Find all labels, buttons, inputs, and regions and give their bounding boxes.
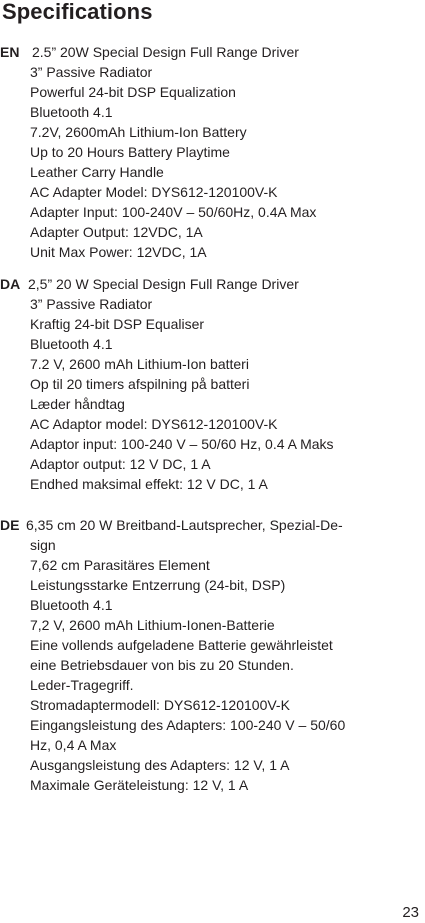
- spec-line: Adaptor output: 12 V DC, 1 A: [30, 456, 211, 472]
- spec-lines-da: [28, 274, 416, 294]
- spec-line: Adapter Output: 12VDC, 1A: [30, 224, 203, 240]
- spec-line: Bluetooth 4.1: [30, 104, 113, 120]
- spec-line: Bluetooth 4.1: [30, 597, 113, 613]
- spec-line: 3” Passive Radiator: [30, 64, 153, 80]
- spec-lines-da-rest: [30, 294, 418, 494]
- page-title: Specifications: [2, 0, 153, 24]
- spec-line: 7,62 cm Parasitäres Element: [30, 557, 210, 573]
- spec-line: Kraftig 24-bit DSP Equaliser: [30, 316, 205, 332]
- spec-line: 6,35 cm 20 W Breitband-Lautsprecher, Spezial-De-: [26, 517, 343, 533]
- spec-line: Adapter Input: 100-240V – 50/60Hz, 0.4A Max: [30, 204, 317, 220]
- spec-line: Up to 20 Hours Battery Playtime: [30, 144, 230, 160]
- spec-lines-de-rest: [30, 535, 418, 795]
- language-code-de: DE: [0, 517, 20, 533]
- spec-line: Endhed maksimal effekt: 12 V DC, 1 A: [30, 476, 268, 492]
- spec-line: eine Betriebsdauer von bis zu 20 Stunden.: [30, 657, 294, 673]
- spec-line: Powerful 24-bit DSP Equalization: [30, 84, 236, 100]
- spec-line: 2.5” 20W Special Design Full Range Driver: [32, 44, 299, 60]
- language-code-da: DA: [0, 276, 21, 292]
- spec-lines-de: [26, 515, 414, 535]
- spec-line: Adaptor input: 100-240 V – 50/60 Hz, 0.4 A Maks: [30, 436, 334, 452]
- spec-line: Leistungsstarke Entzerrung (24-bit, DSP): [30, 577, 286, 593]
- spec-line: Eingangsleistung des Adapters: 100-240 V – 50/60: [30, 717, 346, 733]
- spec-line: sign: [30, 537, 56, 553]
- spec-line: 2,5” 20 W Special Design Full Range Driver: [28, 276, 299, 292]
- spec-line: Leder-Tragegriff.: [30, 677, 134, 693]
- page-number: 23: [402, 904, 419, 921]
- spec-line: Op til 20 timers afspilning på batteri: [30, 376, 250, 392]
- spec-line: Bluetooth 4.1: [30, 336, 113, 352]
- spec-line: Hz, 0,4 A Max: [30, 737, 117, 753]
- spec-line: Ausgangsleistung des Adapters: 12 V, 1 A: [30, 757, 290, 773]
- spec-line: Eine vollends aufgeladene Batterie gewährleistet: [30, 637, 333, 653]
- spec-line: 7.2V, 2600mAh Lithium-Ion Battery: [30, 124, 247, 140]
- spec-line: Læder håndtag: [30, 396, 125, 412]
- spec-line: Maximale Geräteleistung: 12 V, 1 A: [30, 777, 249, 793]
- spec-line: 7,2 V, 2600 mAh Lithium-Ionen-Batterie: [30, 617, 275, 633]
- spec-line: 3” Passive Radiator: [30, 296, 153, 312]
- spec-line: Stromadaptermodell: DYS612-120100V-K: [30, 697, 290, 713]
- spec-line: 7.2 V, 2600 mAh Lithium-Ion batteri: [30, 356, 249, 372]
- spec-line: AC Adapter Model: DYS612-120100V-K: [30, 184, 278, 200]
- spec-lines-en: [30, 42, 418, 262]
- spec-line: AC Adaptor model: DYS612-120100V-K: [30, 416, 278, 432]
- spec-line: Leather Carry Handle: [30, 164, 164, 180]
- spec-line: Unit Max Power: 12VDC, 1A: [30, 244, 207, 260]
- language-code-en: EN: [0, 44, 20, 60]
